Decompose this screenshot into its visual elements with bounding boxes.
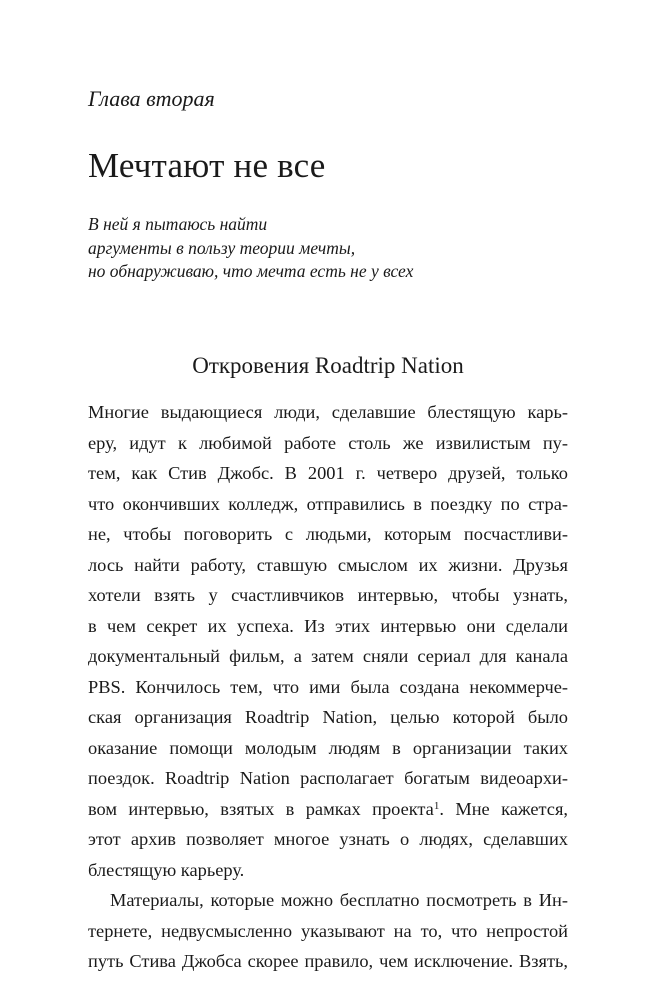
text-line: еру, идут к любимой работе столь же извилистым пу- <box>88 432 568 453</box>
text-line: тем, как Стив Джобс. В 2001 г. четверо друзей, только <box>88 463 568 483</box>
text-line: тернете, недвусмысленно указывают на то, что непростой <box>88 920 568 941</box>
book-page <box>88 0 568 1000</box>
chapter-epigraph <box>88 213 413 284</box>
body-text <box>88 397 568 977</box>
text-line: что окончивших колледж, отправились в поездку по стра- <box>88 493 568 514</box>
epigraph-line: аргументы в пользу теории мечты, <box>88 237 356 258</box>
text-line: не, чтобы поговорить с людьми, которым посчастливи- <box>88 524 568 544</box>
text-line: хотели взять у счастливчиков интервью, чтобы узнать, <box>88 585 568 605</box>
chapter-title: Мечтают не все <box>88 146 326 185</box>
epigraph-line: но обнаруживаю, что мечта есть не у всех <box>88 261 414 281</box>
text-line: блестящую карьеру. <box>88 859 245 880</box>
text-line: в чем секрет их успеха. Из этих интервью они сделали <box>88 615 568 636</box>
text-segment: вом интервью, взятых в рамках проекта <box>88 798 434 819</box>
text-line: документальный фильм, а затем сняли сериал для канала <box>88 646 568 666</box>
text-line: поездок. Roadtrip Nation располагает богатым видеоархи- <box>88 768 568 788</box>
paragraph-1 <box>88 397 568 885</box>
paragraph-2 <box>88 885 568 977</box>
section-heading: Откровения Roadtrip Nation <box>192 353 464 378</box>
text-line: путь Стива Джобса скорее правило, чем исключение. Взять, <box>88 951 568 971</box>
text-line: PBS. Кончилось тем, что ими была создана некоммерче- <box>88 676 568 697</box>
text-line: оказание помощи молодым людям в организации таких <box>88 737 568 758</box>
text-segment: . Мне кажется, <box>439 798 568 819</box>
epigraph-line: В ней я пытаюсь найти <box>88 214 268 234</box>
text-line: лось найти работу, ставшую смыслом их жизни. Друзья <box>88 554 568 575</box>
text-line-with-footnote <box>88 794 568 825</box>
text-line: Многие выдающиеся люди, сделавшие блестящую карь- <box>88 402 568 422</box>
footnote-marker[interactable]: 1 <box>433 799 440 812</box>
text-line: Материалы, которые можно бесплатно посмотреть в Ин- <box>110 890 568 910</box>
text-line: этот архив позволяет многое узнать о людях, сделавших <box>88 829 568 849</box>
chapter-label: Глава вторая <box>88 86 215 111</box>
text-line: ская организация Roadtrip Nation, целью которой было <box>88 707 568 727</box>
